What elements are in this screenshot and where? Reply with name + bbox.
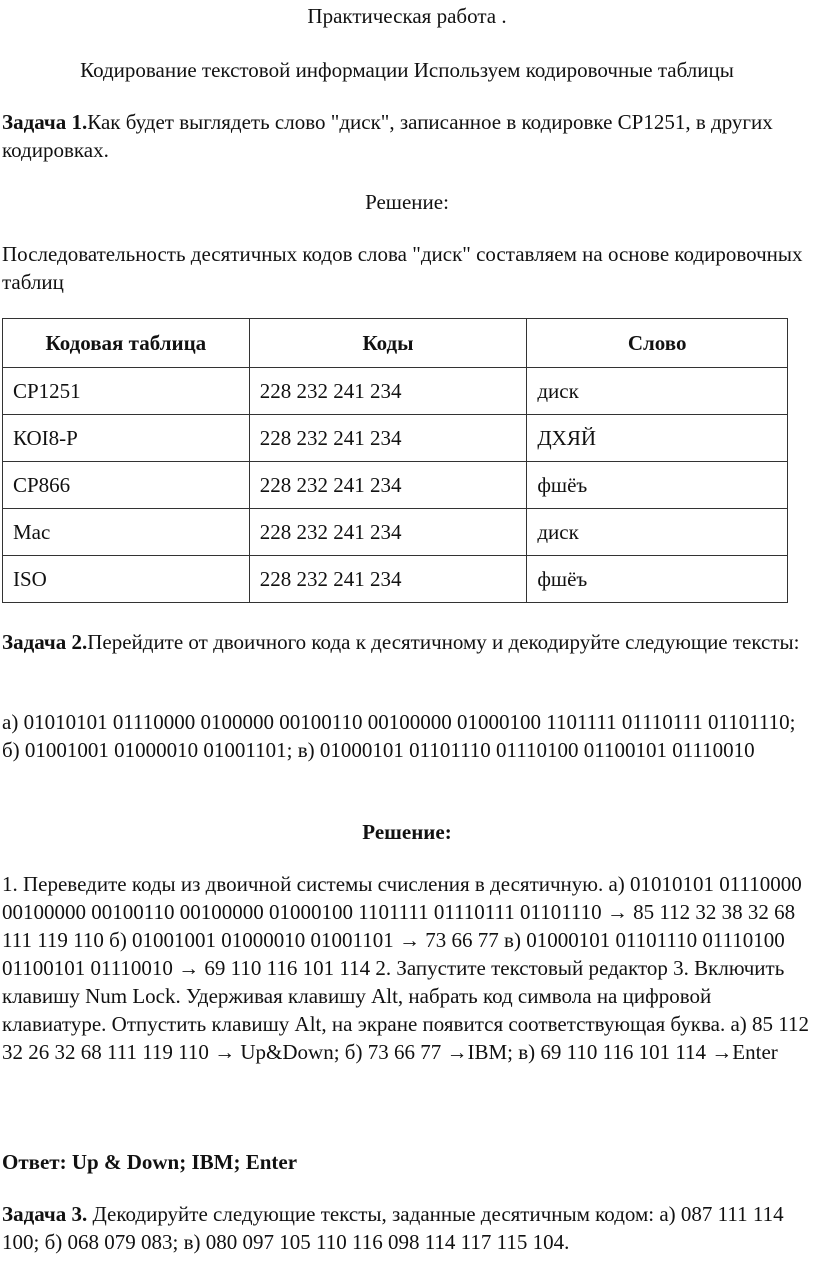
table-cell-codes: 228 232 241 234 <box>249 556 527 603</box>
task1-intro: Последовательность десятичных кодов слова "диск" составляем на основе кодировочных таблиц <box>2 242 803 294</box>
task2-data: а) 01010101 01110000 0100000 00100110 00100000 01000100 1101111 01110111 01101110; б) 01001001 01000010 01001101; в) 01000101 01101110 01110100 01100101 01110010 <box>2 710 796 762</box>
task2-solution: 1. Переведите коды из двоичной системы счисления в десятичную. а) 01010101 01110000 00100000 00100110 00100000 01000100 1101111 01110111 01101110 → 85 112 32 38 32 68 111 119 110 б) 01001001 01000010 01001101 → 73 66 77 в) 01000101 01101110 01110100 01100101 01110010 → 69 110 116 101 114 2. Запустите текстовый редактор 3. Включить клавишу Num Lock. Удерживая клавишу Alt, набрать код символа на цифровой клавиатуре. Отпустить клавишу Alt, на экране появится соответствующая буква. а) 85 112 32 26 32 68 111 119 110 → Up&Down; б) 73 66 77 →IBM; в) 69 110 116 101 114 →Enter <box>2 872 809 1064</box>
table-cell-encoding: CP1251 <box>3 368 250 415</box>
task3-label: Задача 3. <box>2 1202 88 1226</box>
task2-answer: Ответ: Up & Down; IBM; Enter <box>2 1150 298 1174</box>
task1-text: Как будет выглядеть слово "диск", записанное в кодировке CP1251, в других кодировках. <box>2 110 773 162</box>
table-header-cell: Слово <box>527 319 788 368</box>
task2-solution-heading: Решение: <box>362 820 452 844</box>
table-row <box>3 556 788 603</box>
task1-label: Задача 1. <box>2 110 88 134</box>
task2-paragraph <box>2 628 812 656</box>
task1-solution-heading: Решение: <box>365 190 449 214</box>
table-cell-codes: 228 232 241 234 <box>249 462 527 509</box>
table-header-cell: Коды <box>249 319 527 368</box>
table-header-row <box>3 319 788 368</box>
table-cell-word: ДХЯЙ <box>527 415 788 462</box>
table-cell-codes: 228 232 241 234 <box>249 368 527 415</box>
table-cell-codes: 228 232 241 234 <box>249 509 527 556</box>
table-cell-encoding: ISO <box>3 556 250 603</box>
page-subtitle: Кодирование текстовой информации Используем кодировочные таблицы <box>80 58 734 82</box>
table-cell-word: диск <box>527 509 788 556</box>
table-cell-encoding: Mac <box>3 509 250 556</box>
table-row <box>3 368 788 415</box>
table-row <box>3 462 788 509</box>
table-cell-word: фшёъ <box>527 462 788 509</box>
table-cell-encoding: CP866 <box>3 462 250 509</box>
task2-label: Задача 2. <box>2 630 88 654</box>
task1-paragraph <box>2 108 812 164</box>
encoding-table <box>2 318 788 603</box>
table-cell-encoding: КОI8-Р <box>3 415 250 462</box>
table-header-cell: Кодовая таблица <box>3 319 250 368</box>
table-row <box>3 509 788 556</box>
task3-text: Декодируйте следующие тексты, заданные десятичным кодом: а) 087 111 114 100; б) 068 079 083; в) 080 097 105 110 116 098 114 117 115 104. <box>2 1202 784 1254</box>
table-row <box>3 415 788 462</box>
task3-paragraph <box>2 1200 812 1256</box>
table-cell-codes: 228 232 241 234 <box>249 415 527 462</box>
table-cell-word: фшёъ <box>527 556 788 603</box>
page-title: Практическая работа . <box>307 4 507 28</box>
task2-text: Перейдите от двоичного кода к десятичному и декодируйте следующие тексты: <box>87 630 800 654</box>
table-cell-word: диск <box>527 368 788 415</box>
